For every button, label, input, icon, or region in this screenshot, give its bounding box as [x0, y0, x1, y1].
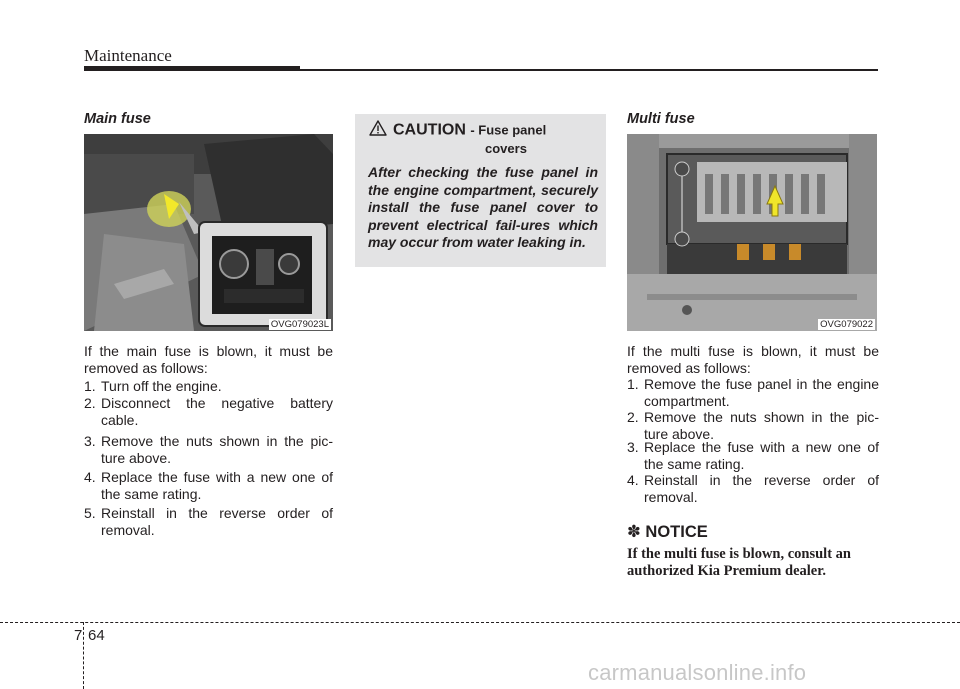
caution-body: After checking the fuse panel in the engine compartment, securely install the fuse panel cover to prevent electrical fail-ures which may occur from water leaking in.: [368, 164, 598, 250]
caution-subject-cont: covers: [485, 141, 527, 156]
list-item: [627, 409, 879, 442]
list-item: [84, 378, 333, 395]
image-code-multi: OVG079022: [820, 319, 873, 330]
caution-heading: CAUTION: [393, 121, 466, 139]
step-text: Turn off the engine.: [101, 378, 222, 394]
step-number: 1.: [627, 376, 639, 392]
step-text: Reinstall in the reverse order of removal.: [644, 472, 879, 505]
header-rule-thin: [300, 69, 878, 71]
image-code-main: OVG079023L: [270, 319, 329, 330]
notice-heading: [627, 522, 708, 542]
step-text: Replace the fuse with a new one of the same rating.: [644, 439, 879, 472]
multi-fuse-intro: If the multi fuse is blown, it must be removed as follows:: [627, 343, 879, 376]
step-text: Remove the fuse panel in the engine compartment.: [644, 376, 879, 409]
step-number: 4.: [627, 472, 639, 488]
list-item: [627, 376, 879, 409]
notice-body: If the multi fuse is blown, consult an authorized Kia Premium dealer.: [627, 546, 851, 579]
step-number: 1.: [84, 378, 96, 394]
header-rule-thick: [84, 66, 300, 71]
multi-fuse-heading: Multi fuse: [627, 111, 695, 127]
caution-subject: - Fuse panel: [470, 122, 547, 138]
step-number: 2.: [84, 395, 96, 411]
footer-rule: [0, 622, 960, 623]
step-text: Reinstall in the reverse order of removal.: [101, 505, 333, 538]
warning-triangle-icon: [369, 120, 387, 141]
list-item: [84, 505, 333, 538]
section-title: Maintenance: [84, 46, 172, 65]
watermark: carmanualsonline.info: [588, 660, 807, 685]
list-item: [84, 433, 333, 466]
list-item: [84, 469, 333, 502]
main-fuse-intro: If the main fuse is blown, it must be removed as follows:: [84, 343, 333, 376]
list-item: [627, 439, 879, 472]
page-number: 64: [88, 627, 105, 644]
caution-box: [355, 114, 606, 267]
step-number: 4.: [84, 469, 96, 485]
step-text: Replace the fuse with a new one of the same rating.: [101, 469, 333, 502]
main-fuse-photo: [84, 134, 333, 331]
list-item: [627, 472, 879, 505]
main-fuse-heading: Main fuse: [84, 111, 151, 127]
step-number: 2.: [627, 409, 639, 425]
list-item: [84, 395, 333, 428]
step-text: Remove the nuts shown in the pic-ture above.: [101, 433, 333, 466]
caution-title-row: [369, 120, 546, 141]
notice-asterisk-icon: ✽: [627, 523, 641, 541]
notice-heading-text: NOTICE: [645, 523, 708, 541]
step-number: 3.: [627, 439, 639, 455]
step-text: Remove the nuts shown in the pic-ture above.: [644, 409, 879, 442]
multi-fuse-photo: [627, 134, 877, 331]
step-text: Disconnect the negative battery cable.: [101, 395, 333, 428]
step-number: 3.: [84, 433, 96, 449]
step-number: 5.: [84, 505, 96, 521]
chapter-number: 7: [74, 627, 83, 644]
footer-divider: [83, 622, 84, 689]
